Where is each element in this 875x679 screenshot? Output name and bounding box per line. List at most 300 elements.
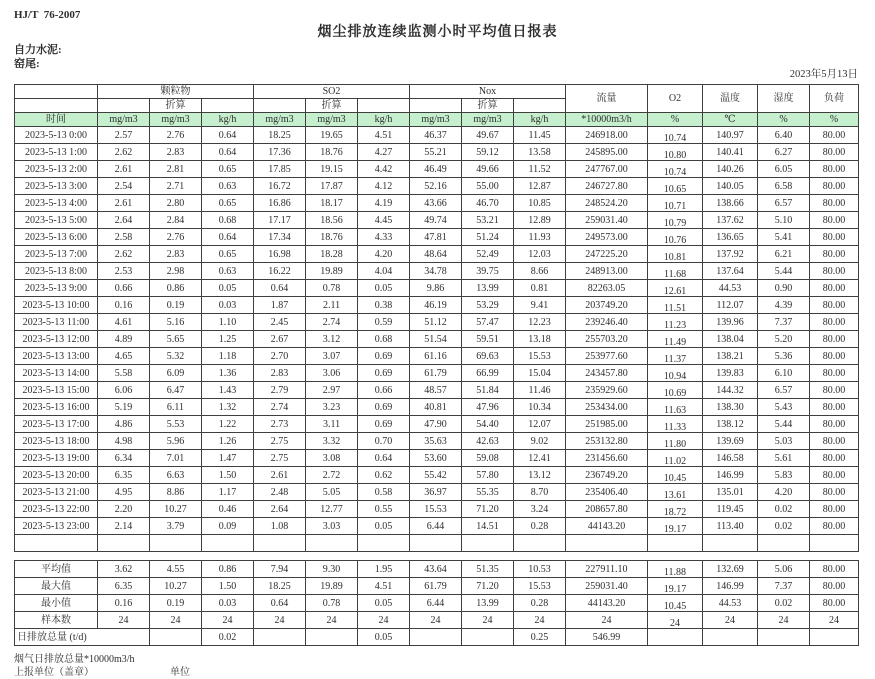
value-cell: 5.10 — [758, 212, 810, 229]
value-cell: 2.98 — [150, 263, 202, 280]
value-cell: 3.08 — [306, 450, 358, 467]
value-cell: 0.63 — [202, 178, 254, 195]
value-cell: 40.81 — [410, 399, 462, 416]
value-cell: 6.57 — [758, 382, 810, 399]
value-cell: 10.65 — [648, 178, 703, 195]
value-cell: 0.05 — [358, 595, 410, 612]
value-cell: 15.53 — [410, 501, 462, 518]
value-cell: 0.59 — [358, 314, 410, 331]
monitoring-point-name: 窑尾: — [14, 58, 40, 70]
value-cell: 4.86 — [98, 416, 150, 433]
value-cell: 36.97 — [410, 484, 462, 501]
value-cell: 3.24 — [514, 501, 566, 518]
value-cell: 16.98 — [254, 246, 306, 263]
value-cell: 17.36 — [254, 144, 306, 161]
value-cell: 5.65 — [150, 331, 202, 348]
value-cell: 51.84 — [462, 382, 514, 399]
value-cell: 0.58 — [358, 484, 410, 501]
value-cell: 2.11 — [306, 297, 358, 314]
value-cell: 69.63 — [462, 348, 514, 365]
value-cell: 2.67 — [254, 331, 306, 348]
value-cell: 80.00 — [810, 263, 859, 280]
value-cell: 82263.05 — [566, 280, 648, 297]
value-cell: 1.25 — [202, 331, 254, 348]
time-cell: 2023-5-13 23:00 — [15, 518, 98, 535]
value-cell: 4.33 — [358, 229, 410, 246]
value-cell: 2.83 — [254, 365, 306, 382]
value-cell: 80.00 — [810, 314, 859, 331]
value-cell: 10.80 — [648, 144, 703, 161]
value-cell: 59.12 — [462, 144, 514, 161]
value-cell: 4.61 — [98, 314, 150, 331]
value-cell: 9.30 — [306, 561, 358, 578]
value-cell: 4.45 — [358, 212, 410, 229]
value-cell: 71.20 — [462, 501, 514, 518]
empty-cell — [410, 535, 462, 552]
value-cell: 247767.00 — [566, 161, 648, 178]
table-row — [15, 518, 859, 535]
value-cell: 4.51 — [358, 127, 410, 144]
hourly-data-table — [14, 84, 859, 552]
value-cell: 0.78 — [306, 280, 358, 297]
value-cell: 18.56 — [306, 212, 358, 229]
value-cell: 0.64 — [202, 144, 254, 161]
company-name: 自力水泥: — [14, 44, 62, 56]
value-cell: 48.64 — [410, 246, 462, 263]
value-cell: 66.99 — [462, 365, 514, 382]
value-cell: 140.05 — [703, 178, 758, 195]
table-row — [15, 127, 859, 144]
value-cell: 24 — [514, 612, 566, 629]
value-cell: 17.34 — [254, 229, 306, 246]
value-cell: 6.34 — [98, 450, 150, 467]
value-cell: 71.20 — [462, 578, 514, 595]
value-cell: 46.49 — [410, 161, 462, 178]
value-cell: 3.32 — [306, 433, 358, 450]
value-cell: 24 — [202, 612, 254, 629]
empty-cell — [254, 535, 306, 552]
value-cell: 3.03 — [306, 518, 358, 535]
value-cell: 24 — [648, 612, 703, 629]
value-cell: 9.41 — [514, 297, 566, 314]
value-cell: 0.02 — [758, 501, 810, 518]
table-row — [15, 229, 859, 246]
value-cell: 24 — [150, 612, 202, 629]
value-cell — [410, 629, 462, 646]
value-cell: 227911.10 — [566, 561, 648, 578]
daily-total-row — [15, 629, 859, 646]
value-cell: 24 — [254, 612, 306, 629]
value-cell: 1.26 — [202, 433, 254, 450]
value-cell: 0.68 — [358, 331, 410, 348]
value-cell: 113.40 — [703, 518, 758, 535]
value-cell: 2.64 — [254, 501, 306, 518]
value-cell: 4.20 — [758, 484, 810, 501]
table-row — [15, 467, 859, 484]
empty-cell — [703, 535, 758, 552]
value-cell: 5.43 — [758, 399, 810, 416]
so2-converted-label: 折算 — [306, 99, 358, 113]
value-cell: 46.70 — [462, 195, 514, 212]
value-cell: 253977.60 — [566, 348, 648, 365]
value-cell: 0.70 — [358, 433, 410, 450]
value-cell: 8.66 — [514, 263, 566, 280]
value-cell: 0.02 — [758, 595, 810, 612]
table-row — [15, 348, 859, 365]
summary-label-cell: 平均值 — [15, 561, 98, 578]
value-cell: 8.70 — [514, 484, 566, 501]
value-cell: 80.00 — [810, 518, 859, 535]
value-cell: 138.12 — [703, 416, 758, 433]
value-cell: 19.89 — [306, 578, 358, 595]
value-cell: 10.81 — [648, 246, 703, 263]
value-cell: 1.18 — [202, 348, 254, 365]
value-cell: 2.97 — [306, 382, 358, 399]
value-cell: 2.61 — [98, 161, 150, 178]
value-cell: 44143.20 — [566, 518, 648, 535]
value-cell: 2.75 — [254, 433, 306, 450]
value-cell: 1.50 — [202, 467, 254, 484]
value-cell: 0.86 — [202, 561, 254, 578]
value-cell: 47.90 — [410, 416, 462, 433]
value-cell: 0.81 — [514, 280, 566, 297]
value-cell: 80.00 — [810, 416, 859, 433]
value-cell: 6.58 — [758, 178, 810, 195]
table-row — [15, 161, 859, 178]
value-cell: 2.80 — [150, 195, 202, 212]
value-cell: 6.40 — [758, 127, 810, 144]
value-cell: 3.12 — [306, 331, 358, 348]
value-cell — [306, 629, 358, 646]
value-cell: 0.05 — [358, 518, 410, 535]
value-cell: 1.32 — [202, 399, 254, 416]
value-cell: 5.20 — [758, 331, 810, 348]
blank-row — [15, 535, 859, 552]
value-cell: 55.35 — [462, 484, 514, 501]
empty-cell — [810, 535, 859, 552]
value-cell: 146.99 — [703, 578, 758, 595]
value-cell: 236749.20 — [566, 467, 648, 484]
value-cell: 4.98 — [98, 433, 150, 450]
summary-row — [15, 561, 859, 578]
value-cell: 15.53 — [514, 578, 566, 595]
table-row — [15, 212, 859, 229]
value-cell: 6.57 — [758, 195, 810, 212]
value-cell: 4.12 — [358, 178, 410, 195]
time-cell: 2023-5-13 12:00 — [15, 331, 98, 348]
value-cell: 138.04 — [703, 331, 758, 348]
value-cell: 3.62 — [98, 561, 150, 578]
value-cell: 10.94 — [648, 365, 703, 382]
table-row — [15, 314, 859, 331]
table-row — [15, 144, 859, 161]
summary-label-cell: 最大值 — [15, 578, 98, 595]
value-cell: 5.03 — [758, 433, 810, 450]
value-cell: 208657.80 — [566, 501, 648, 518]
value-cell: 24 — [306, 612, 358, 629]
value-cell: 10.45 — [648, 595, 703, 612]
value-cell: 16.86 — [254, 195, 306, 212]
value-cell: 53.60 — [410, 450, 462, 467]
value-cell: 4.19 — [358, 195, 410, 212]
value-cell: 80.00 — [810, 178, 859, 195]
value-cell: 3.23 — [306, 399, 358, 416]
value-cell: 10.76 — [648, 229, 703, 246]
value-cell: 18.25 — [254, 578, 306, 595]
value-cell: 11.68 — [648, 263, 703, 280]
time-cell: 2023-5-13 8:00 — [15, 263, 98, 280]
value-cell: 243457.80 — [566, 365, 648, 382]
value-cell: 2.54 — [98, 178, 150, 195]
value-cell — [810, 629, 859, 646]
value-cell: 2.72 — [306, 467, 358, 484]
value-cell: 19.15 — [306, 161, 358, 178]
value-cell: 80.00 — [810, 161, 859, 178]
time-cell: 2023-5-13 21:00 — [15, 484, 98, 501]
value-cell: 12.07 — [514, 416, 566, 433]
time-cell: 2023-5-13 20:00 — [15, 467, 98, 484]
value-cell: 80.00 — [810, 212, 859, 229]
value-cell: 132.69 — [703, 561, 758, 578]
value-cell: 44.53 — [703, 595, 758, 612]
value-cell: 80.00 — [810, 450, 859, 467]
value-cell: 16.72 — [254, 178, 306, 195]
value-cell: 2.76 — [150, 127, 202, 144]
value-cell: 15.04 — [514, 365, 566, 382]
value-cell: 5.16 — [150, 314, 202, 331]
time-cell: 2023-5-13 7:00 — [15, 246, 98, 263]
value-cell: 80.00 — [810, 195, 859, 212]
value-cell: 137.62 — [703, 212, 758, 229]
value-cell: 2.70 — [254, 348, 306, 365]
value-cell: 80.00 — [810, 246, 859, 263]
value-cell: 8.86 — [150, 484, 202, 501]
col-temp: 温度 — [703, 85, 758, 113]
empty-cell — [462, 535, 514, 552]
summary-label-cell: 最小值 — [15, 595, 98, 612]
value-cell: 0.62 — [358, 467, 410, 484]
empty-cell — [150, 535, 202, 552]
value-cell: 80.00 — [810, 399, 859, 416]
value-cell: 140.97 — [703, 127, 758, 144]
value-cell: 61.79 — [410, 578, 462, 595]
value-cell: 5.58 — [98, 365, 150, 382]
value-cell: 3.07 — [306, 348, 358, 365]
value-cell: 0.64 — [254, 595, 306, 612]
value-cell: 251985.00 — [566, 416, 648, 433]
value-cell: 235406.40 — [566, 484, 648, 501]
value-cell: 0.55 — [358, 501, 410, 518]
value-cell: 10.34 — [514, 399, 566, 416]
value-cell: 9.02 — [514, 433, 566, 450]
value-cell: 138.30 — [703, 399, 758, 416]
pm-converted-label: 折算 — [150, 99, 202, 113]
value-cell: 11.33 — [648, 416, 703, 433]
value-cell: 80.00 — [810, 365, 859, 382]
page-title: 烟尘排放连续监测小时平均值日报表 — [317, 25, 558, 40]
header-row-groups — [15, 85, 859, 99]
col-flow: 流量 — [566, 85, 648, 113]
value-cell: 203749.20 — [566, 297, 648, 314]
value-cell: 2.20 — [98, 501, 150, 518]
value-cell: 14.51 — [462, 518, 514, 535]
empty-cell — [15, 535, 98, 552]
value-cell: 10.85 — [514, 195, 566, 212]
report-date: 2023年5月13日 — [789, 69, 858, 80]
value-cell: 248524.20 — [566, 195, 648, 212]
value-cell: 24 — [810, 612, 859, 629]
value-cell: 18.25 — [254, 127, 306, 144]
value-cell: 144.32 — [703, 382, 758, 399]
value-cell: 34.78 — [410, 263, 462, 280]
value-cell: 51.12 — [410, 314, 462, 331]
value-cell: 24 — [566, 612, 648, 629]
value-cell: 0.09 — [202, 518, 254, 535]
col-group-nox: Nox — [410, 85, 566, 99]
value-cell — [254, 629, 306, 646]
time-cell: 2023-5-13 19:00 — [15, 450, 98, 467]
value-cell: 2.64 — [98, 212, 150, 229]
report-tables — [14, 84, 858, 679]
value-cell: 235929.60 — [566, 382, 648, 399]
table-row — [15, 263, 859, 280]
value-cell: 12.89 — [514, 212, 566, 229]
value-cell: 24 — [98, 612, 150, 629]
value-cell: 6.05 — [758, 161, 810, 178]
flue-gas-total-label: 烟气日排放总量*10000m3/h — [14, 654, 135, 665]
value-cell: 13.99 — [462, 280, 514, 297]
value-cell: 3.06 — [306, 365, 358, 382]
value-cell: 136.65 — [703, 229, 758, 246]
value-cell: 10.71 — [648, 195, 703, 212]
value-cell: 10.45 — [648, 467, 703, 484]
value-cell: 0.05 — [358, 629, 410, 646]
value-cell: 0.19 — [150, 595, 202, 612]
value-cell: 5.44 — [758, 263, 810, 280]
value-cell: 0.90 — [758, 280, 810, 297]
value-cell: 0.64 — [202, 229, 254, 246]
empty-cell — [514, 535, 566, 552]
value-cell — [462, 629, 514, 646]
table-row — [15, 195, 859, 212]
table-row — [15, 178, 859, 195]
value-cell: 13.12 — [514, 467, 566, 484]
value-cell: 49.67 — [462, 127, 514, 144]
value-cell: 5.61 — [758, 450, 810, 467]
value-cell: 10.69 — [648, 382, 703, 399]
value-cell: 39.75 — [462, 263, 514, 280]
value-cell: 2.71 — [150, 178, 202, 195]
value-cell: 4.51 — [358, 578, 410, 595]
value-cell: 11.37 — [648, 348, 703, 365]
report-unit-label: 上报单位（盖章） — [14, 667, 94, 678]
value-cell: 0.86 — [150, 280, 202, 297]
value-cell: 5.05 — [306, 484, 358, 501]
summary-table — [14, 560, 859, 646]
value-cell: 61.79 — [410, 365, 462, 382]
value-cell: 2.76 — [150, 229, 202, 246]
col-o2: O2 — [648, 85, 703, 113]
value-cell: 59.08 — [462, 450, 514, 467]
value-cell: 6.27 — [758, 144, 810, 161]
value-cell: 4.39 — [758, 297, 810, 314]
time-cell: 2023-5-13 16:00 — [15, 399, 98, 416]
value-cell: 2.14 — [98, 518, 150, 535]
value-cell: 6.35 — [98, 467, 150, 484]
value-cell: 5.44 — [758, 416, 810, 433]
value-cell: 10.74 — [648, 127, 703, 144]
value-cell: 7.01 — [150, 450, 202, 467]
value-cell: 15.53 — [514, 348, 566, 365]
value-cell: 6.10 — [758, 365, 810, 382]
value-cell: 11.23 — [648, 314, 703, 331]
value-cell: 55.00 — [462, 178, 514, 195]
value-cell: 0.05 — [202, 280, 254, 297]
value-cell: 80.00 — [810, 331, 859, 348]
value-cell: 48.57 — [410, 382, 462, 399]
time-cell: 2023-5-13 1:00 — [15, 144, 98, 161]
value-cell: 42.63 — [462, 433, 514, 450]
value-cell: 5.96 — [150, 433, 202, 450]
value-cell: 80.00 — [810, 348, 859, 365]
value-cell: 5.06 — [758, 561, 810, 578]
value-cell: 2.57 — [98, 127, 150, 144]
value-cell: 1.95 — [358, 561, 410, 578]
value-cell: 2.83 — [150, 246, 202, 263]
value-cell: 2.81 — [150, 161, 202, 178]
time-cell: 2023-5-13 15:00 — [15, 382, 98, 399]
table-row — [15, 450, 859, 467]
value-cell: 0.03 — [202, 297, 254, 314]
value-cell: 80.00 — [810, 297, 859, 314]
value-cell: 11.45 — [514, 127, 566, 144]
value-cell: 80.00 — [810, 595, 859, 612]
table-row — [15, 399, 859, 416]
value-cell — [648, 629, 703, 646]
time-cell: 2023-5-13 10:00 — [15, 297, 98, 314]
value-cell: 2.53 — [98, 263, 150, 280]
value-cell: 46.19 — [410, 297, 462, 314]
value-cell: 248913.00 — [566, 263, 648, 280]
value-cell: 0.28 — [514, 518, 566, 535]
value-cell: 5.32 — [150, 348, 202, 365]
empty-cell — [306, 535, 358, 552]
value-cell: 51.24 — [462, 229, 514, 246]
value-cell: 0.16 — [98, 595, 150, 612]
value-cell: 0.38 — [358, 297, 410, 314]
value-cell — [703, 629, 758, 646]
table-row — [15, 246, 859, 263]
header-row-units: 时间 mg/m3 mg/m3 kg/h mg/m3 mg/m3 kg/h mg/m3 mg/m3 kg/h *10000m3/h % ℃ % % — [15, 113, 859, 127]
value-cell: 13.61 — [648, 484, 703, 501]
summary-row — [15, 612, 859, 629]
value-cell: 80.00 — [810, 280, 859, 297]
nox-converted-label: 折算 — [462, 99, 514, 113]
value-cell: 2.61 — [98, 195, 150, 212]
value-cell: 19.17 — [648, 518, 703, 535]
value-cell: 2.48 — [254, 484, 306, 501]
value-cell: 1.47 — [202, 450, 254, 467]
value-cell: 0.16 — [98, 297, 150, 314]
value-cell: 11.88 — [648, 561, 703, 578]
value-cell: 51.54 — [410, 331, 462, 348]
table-row — [15, 280, 859, 297]
value-cell: 139.83 — [703, 365, 758, 382]
value-cell: 2.79 — [254, 382, 306, 399]
value-cell: 2.61 — [254, 467, 306, 484]
value-cell: 52.49 — [462, 246, 514, 263]
value-cell: 6.09 — [150, 365, 202, 382]
